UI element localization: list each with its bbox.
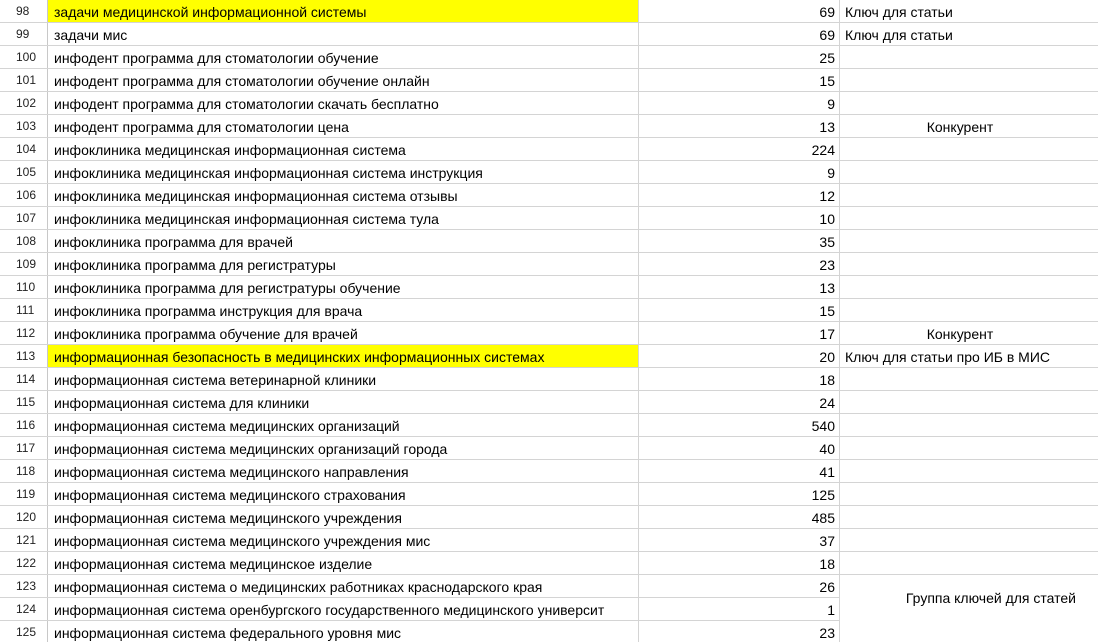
note-cell[interactable] <box>840 138 1098 160</box>
keyword-cell[interactable]: инфоклиника программа для регистратуры обучение <box>48 276 639 298</box>
keyword-cell[interactable]: информационная система о медицинских работниках краснодарского края <box>48 575 639 597</box>
table-row <box>0 322 1098 345</box>
keyword-cell[interactable]: инфоклиника программа для врачей <box>48 230 639 252</box>
table-row <box>0 230 1098 253</box>
keyword-cell[interactable]: информационная система медицинского учреждения <box>48 506 639 528</box>
keyword-cell[interactable]: инфоклиника программа инструкция для врача <box>48 299 639 321</box>
table-row <box>0 92 1098 115</box>
row-header[interactable]: 109 <box>0 253 48 275</box>
table-row <box>0 345 1098 368</box>
note-cell[interactable]: Конкурент <box>926 326 994 342</box>
table-row <box>0 483 1098 506</box>
table-row <box>0 161 1098 184</box>
frequency-cell[interactable]: 17 <box>639 322 840 344</box>
table-row <box>0 460 1098 483</box>
keyword-cell[interactable]: инфоклиника медицинская информационная система инструкция <box>48 161 639 183</box>
frequency-cell[interactable]: 18 <box>639 368 840 390</box>
row-header[interactable]: 105 <box>0 161 48 183</box>
table-row <box>0 69 1098 92</box>
table-row <box>0 552 1098 575</box>
row-header[interactable]: 123 <box>0 575 48 597</box>
frequency-cell[interactable]: 37 <box>639 529 840 551</box>
row-header[interactable]: 119 <box>0 483 48 505</box>
note-cell[interactable] <box>840 483 1098 505</box>
table-row <box>0 23 1098 46</box>
keyword-cell[interactable]: инфоклиника медицинская информационная система отзывы <box>48 184 639 206</box>
table-row <box>0 437 1098 460</box>
table-row <box>0 138 1098 161</box>
keyword-cell[interactable]: информационная система медицинских организаций города <box>48 437 639 459</box>
frequency-cell[interactable]: 69 <box>639 23 840 45</box>
row-header[interactable]: 114 <box>0 368 48 390</box>
frequency-cell[interactable]: 13 <box>639 276 840 298</box>
row-header[interactable]: 116 <box>0 414 48 436</box>
row-header[interactable]: 124 <box>0 598 48 620</box>
table-row <box>0 299 1098 322</box>
row-header[interactable]: 118 <box>0 460 48 482</box>
note-cell[interactable] <box>840 253 1098 275</box>
frequency-cell[interactable]: 15 <box>639 299 840 321</box>
note-cell[interactable] <box>840 529 1098 551</box>
table-row <box>0 506 1098 529</box>
row-header[interactable]: 104 <box>0 138 48 160</box>
row-header[interactable]: 106 <box>0 184 48 206</box>
keyword-cell[interactable]: информационная система медицинского страхования <box>48 483 639 505</box>
row-header[interactable]: 121 <box>0 529 48 551</box>
frequency-cell[interactable]: 24 <box>639 391 840 413</box>
note-cell[interactable] <box>840 276 1098 298</box>
frequency-cell[interactable]: 20 <box>639 345 840 367</box>
note-cell[interactable] <box>840 414 1098 436</box>
row-header[interactable]: 101 <box>0 69 48 91</box>
table-row <box>0 368 1098 391</box>
row-header[interactable]: 125 <box>0 621 48 642</box>
keyword-cell[interactable]: инфоклиника программа для регистратуры <box>48 253 639 275</box>
frequency-cell[interactable]: 12 <box>639 184 840 206</box>
note-cell[interactable] <box>840 207 1098 229</box>
frequency-cell[interactable]: 23 <box>639 621 840 642</box>
table-row <box>0 391 1098 414</box>
note-cell[interactable] <box>840 437 1098 459</box>
table-row <box>0 46 1098 69</box>
note-cell[interactable] <box>840 69 1098 91</box>
keyword-cell[interactable]: информационная система медицинского направления <box>48 460 639 482</box>
note-cell[interactable]: Ключ для статьи про ИБ в МИС <box>845 349 1051 365</box>
keyword-cell[interactable]: информационная система медицинское изделие <box>48 552 639 574</box>
keyword-cell[interactable]: инфоклиника медицинская информационная система <box>48 138 639 160</box>
keyword-cell[interactable]: инфодент программа для стоматологии обучение <box>48 46 639 68</box>
frequency-cell[interactable]: 485 <box>639 506 840 528</box>
note-cell[interactable] <box>840 92 1098 114</box>
note-cell[interactable] <box>840 552 1098 574</box>
keyword-cell[interactable]: инфодент программа для стоматологии скачать бесплатно <box>48 92 639 114</box>
note-cell[interactable]: Ключ для статьи <box>845 27 953 43</box>
frequency-cell[interactable]: 224 <box>639 138 840 160</box>
row-header[interactable]: 112 <box>0 322 48 344</box>
row-header[interactable]: 102 <box>0 92 48 114</box>
row-header[interactable]: 111 <box>0 299 48 321</box>
note-cell[interactable] <box>840 460 1098 482</box>
row-header[interactable]: 100 <box>0 46 48 68</box>
note-cell[interactable] <box>840 299 1098 321</box>
frequency-cell[interactable]: 26 <box>639 575 840 597</box>
table-row <box>0 0 1098 23</box>
keyword-cell[interactable]: информационная безопасность в медицинских информационных системах <box>48 345 639 367</box>
keyword-cell[interactable]: информационная система медицинского учреждения мис <box>48 529 639 551</box>
keyword-cell[interactable]: инфоклиника программа обучение для врачей <box>48 322 639 344</box>
frequency-cell[interactable]: 10 <box>639 207 840 229</box>
note-cell[interactable]: Конкурент <box>926 119 994 135</box>
row-header[interactable]: 113 <box>0 345 48 367</box>
row-header[interactable]: 99 <box>0 23 48 45</box>
frequency-cell[interactable]: 69 <box>639 0 840 22</box>
keyword-cell[interactable]: информационная система ветеринарной клиники <box>48 368 639 390</box>
table-row <box>0 529 1098 552</box>
note-cell[interactable] <box>840 161 1098 183</box>
row-header[interactable]: 98 <box>0 0 48 22</box>
note-cell[interactable]: Ключ для статьи <box>845 4 953 20</box>
note-cell[interactable] <box>840 368 1098 390</box>
frequency-cell[interactable]: 9 <box>639 161 840 183</box>
frequency-cell[interactable]: 15 <box>639 69 840 91</box>
keyword-cell[interactable]: информационная система медицинских организаций <box>48 414 639 436</box>
table-row <box>0 207 1098 230</box>
keyword-cell[interactable]: инфодент программа для стоматологии обучение онлайн <box>48 69 639 91</box>
table-row <box>0 115 1098 138</box>
merged-note-cell[interactable]: Группа ключей для статей <box>840 575 1098 642</box>
note-cell[interactable] <box>840 391 1098 413</box>
frequency-cell[interactable]: 13 <box>639 115 840 137</box>
frequency-cell[interactable]: 1 <box>639 598 840 620</box>
keyword-cell[interactable]: задачи мис <box>48 23 639 45</box>
keyword-cell[interactable]: задачи медицинской информационной системы <box>48 0 639 22</box>
keyword-cell[interactable]: информационная система для клиники <box>48 391 639 413</box>
row-header[interactable]: 108 <box>0 230 48 252</box>
table-row <box>0 253 1098 276</box>
note-cell[interactable] <box>840 46 1098 68</box>
note-cell[interactable] <box>840 506 1098 528</box>
frequency-cell[interactable]: 540 <box>639 414 840 436</box>
frequency-cell[interactable]: 18 <box>639 552 840 574</box>
row-header[interactable]: 117 <box>0 437 48 459</box>
keyword-cell[interactable]: информационная система федерального уровня мис <box>48 621 639 642</box>
keyword-cell[interactable]: инфодент программа для стоматологии цена <box>48 115 639 137</box>
table-row <box>0 184 1098 207</box>
note-cell[interactable] <box>840 230 1098 252</box>
table-row <box>0 414 1098 437</box>
table-row <box>0 276 1098 299</box>
frequency-cell[interactable]: 40 <box>639 437 840 459</box>
row-header[interactable]: 103 <box>0 115 48 137</box>
note-cell[interactable] <box>840 184 1098 206</box>
frequency-cell[interactable]: 35 <box>639 230 840 252</box>
keyword-cell[interactable]: инфоклиника медицинская информационная система тула <box>48 207 639 229</box>
frequency-cell[interactable]: 9 <box>639 92 840 114</box>
keyword-cell[interactable]: информационная система оренбургского государственного медицинского университ <box>48 598 639 620</box>
row-header[interactable]: 122 <box>0 552 48 574</box>
row-header[interactable]: 107 <box>0 207 48 229</box>
frequency-cell[interactable]: 23 <box>639 253 840 275</box>
frequency-cell[interactable]: 125 <box>639 483 840 505</box>
frequency-cell[interactable]: 25 <box>639 46 840 68</box>
row-header[interactable]: 120 <box>0 506 48 528</box>
row-header[interactable]: 110 <box>0 276 48 298</box>
frequency-cell[interactable]: 41 <box>639 460 840 482</box>
row-header[interactable]: 115 <box>0 391 48 413</box>
